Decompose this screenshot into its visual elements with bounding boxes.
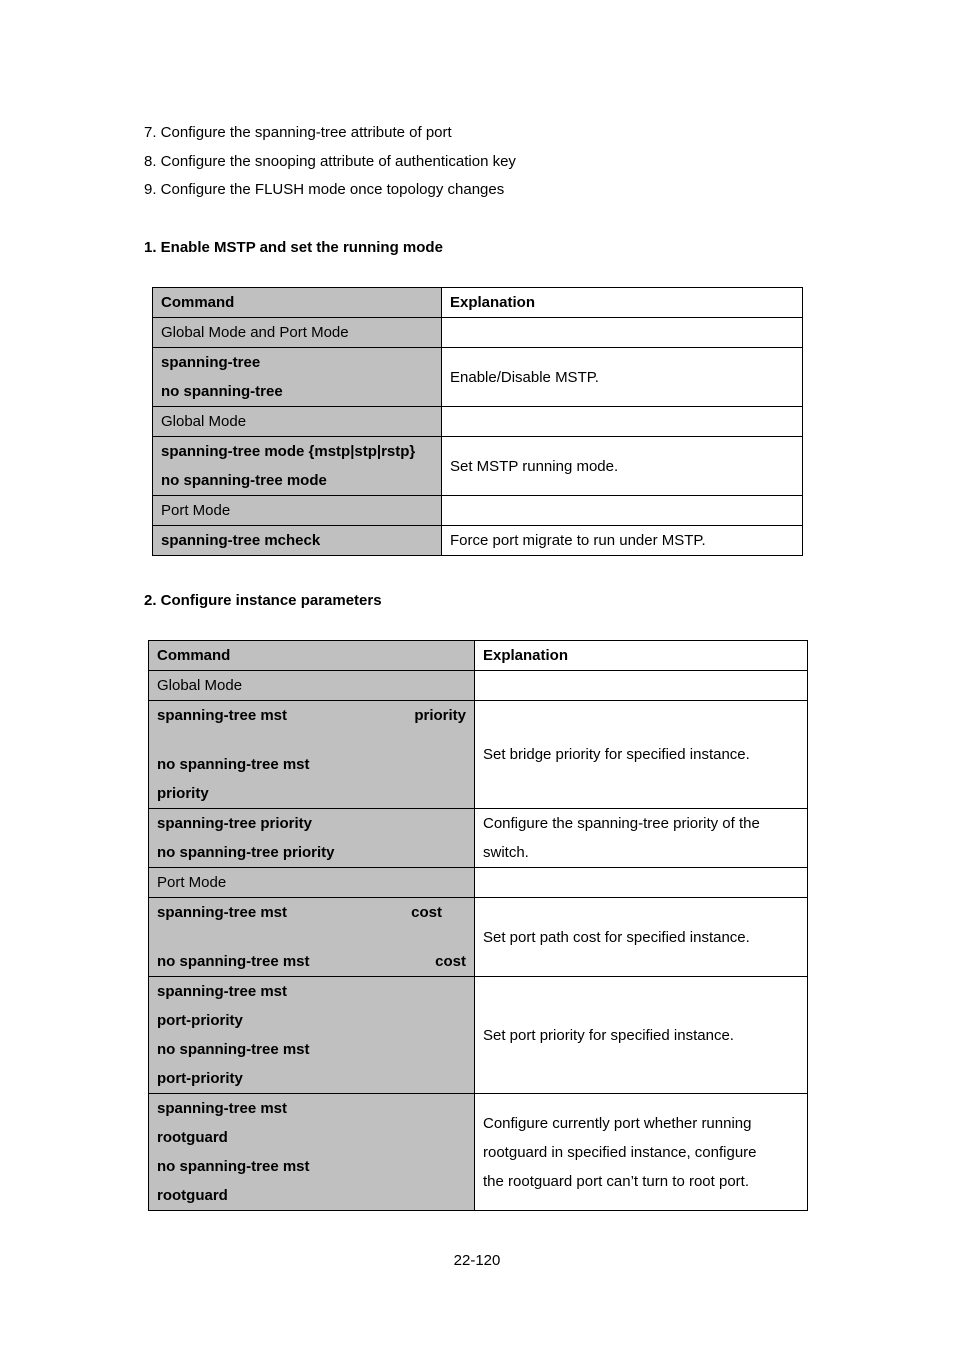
command-text: no spanning-tree priority — [157, 844, 335, 861]
command-text: rootguard — [157, 1187, 228, 1204]
mode-label: Global Mode — [149, 671, 475, 701]
table-row — [153, 526, 803, 556]
empty-cell — [442, 496, 803, 526]
instance-parameters-table — [148, 640, 808, 1211]
command-text: port-priority — [157, 1070, 243, 1087]
table-row — [153, 496, 803, 526]
command-text: port-priority — [157, 1012, 243, 1029]
mode-label: Port Mode — [149, 868, 475, 898]
page-number: 22-120 — [453, 1252, 501, 1269]
table-row — [153, 437, 803, 496]
command-text: spanning-tree mst — [157, 1100, 288, 1117]
list-item: 7. Configure the spanning-tree attribute of port — [144, 124, 452, 141]
mode-label: Port Mode — [153, 496, 442, 526]
command-text: no spanning-tree mst — [157, 756, 310, 773]
empty-cell — [475, 868, 808, 898]
explanation-cell — [475, 1094, 808, 1211]
command-cell — [153, 437, 442, 496]
section-heading: 1. Enable MSTP and set the running mode — [144, 239, 443, 256]
table-header-row — [153, 288, 803, 318]
empty-cell — [475, 671, 808, 701]
empty-cell — [442, 407, 803, 437]
command-cell — [153, 348, 442, 407]
command-part: cost — [411, 904, 442, 921]
command-part: spanning-tree mst — [157, 707, 288, 724]
table-row — [153, 407, 803, 437]
command-part: spanning-tree mst — [157, 904, 288, 921]
table-row — [149, 809, 808, 868]
explanation-cell: Enable/Disable MSTP. — [442, 348, 803, 407]
table-header-row — [149, 641, 808, 671]
command-text: rootguard — [157, 1129, 228, 1146]
section-heading: 2. Configure instance parameters — [144, 592, 382, 609]
mode-label: Global Mode and Port Mode — [153, 318, 442, 348]
table-row — [153, 318, 803, 348]
command-cell — [149, 809, 475, 868]
table-row — [149, 977, 808, 1094]
command-text: no spanning-tree mst — [157, 1158, 310, 1175]
header-command: Command — [153, 288, 442, 318]
explanation-line: Configure the spanning-tree priority of the — [483, 815, 760, 832]
explanation-cell: Set MSTP running mode. — [442, 437, 803, 496]
spacer — [157, 730, 466, 750]
table-row — [149, 868, 808, 898]
command-text — [157, 947, 466, 976]
command-text: spanning-tree priority — [157, 815, 313, 832]
command-text: priority — [157, 785, 209, 802]
command-text: spanning-tree mode {mstp|stp|rstp} — [161, 443, 416, 460]
mode-label: Global Mode — [153, 407, 442, 437]
list-item: 9. Configure the FLUSH mode once topology changes — [144, 181, 505, 198]
explanation-cell: Set bridge priority for specified instance. — [475, 701, 808, 809]
command-text — [157, 701, 466, 730]
command-text: no spanning-tree — [161, 383, 283, 400]
command-text: spanning-tree mst — [157, 983, 288, 1000]
spacer — [157, 927, 466, 947]
explanation-line: rootguard in specified instance, configure — [483, 1143, 757, 1161]
explanation-cell: Set port path cost for specified instance. — [475, 898, 808, 977]
table-row — [149, 1094, 808, 1211]
command-cell — [149, 1094, 475, 1211]
explanation-cell — [475, 809, 808, 868]
table-row — [149, 671, 808, 701]
explanation-line: Configure currently port whether running — [483, 1114, 752, 1132]
explanation-cell: Set port priority for specified instance. — [475, 977, 808, 1094]
command-part: priority — [414, 707, 466, 724]
header-command: Command — [149, 641, 475, 671]
table-row — [149, 898, 808, 977]
command-part: no spanning-tree mst — [157, 953, 310, 970]
command-cell — [153, 526, 442, 556]
command-text: spanning-tree mcheck — [161, 532, 321, 549]
command-cell — [149, 701, 475, 809]
explanation-cell: Force port migrate to run under MSTP. — [442, 526, 803, 556]
table-row — [149, 701, 808, 809]
mstp-mode-table — [152, 287, 803, 556]
command-cell — [149, 898, 475, 977]
empty-cell — [442, 318, 803, 348]
header-explanation: Explanation — [442, 288, 803, 318]
table-row — [153, 348, 803, 407]
list-item: 8. Configure the snooping attribute of authentication key — [144, 153, 516, 170]
command-cell — [149, 977, 475, 1094]
header-explanation: Explanation — [475, 641, 808, 671]
command-text — [157, 898, 466, 927]
command-part: cost — [435, 953, 466, 970]
explanation-line: switch. — [483, 844, 529, 861]
command-text: no spanning-tree mode — [161, 472, 327, 489]
explanation-line: the rootguard port can’t turn to root port. — [483, 1172, 749, 1190]
command-text: no spanning-tree mst — [157, 1041, 310, 1058]
command-text: spanning-tree — [161, 354, 261, 371]
